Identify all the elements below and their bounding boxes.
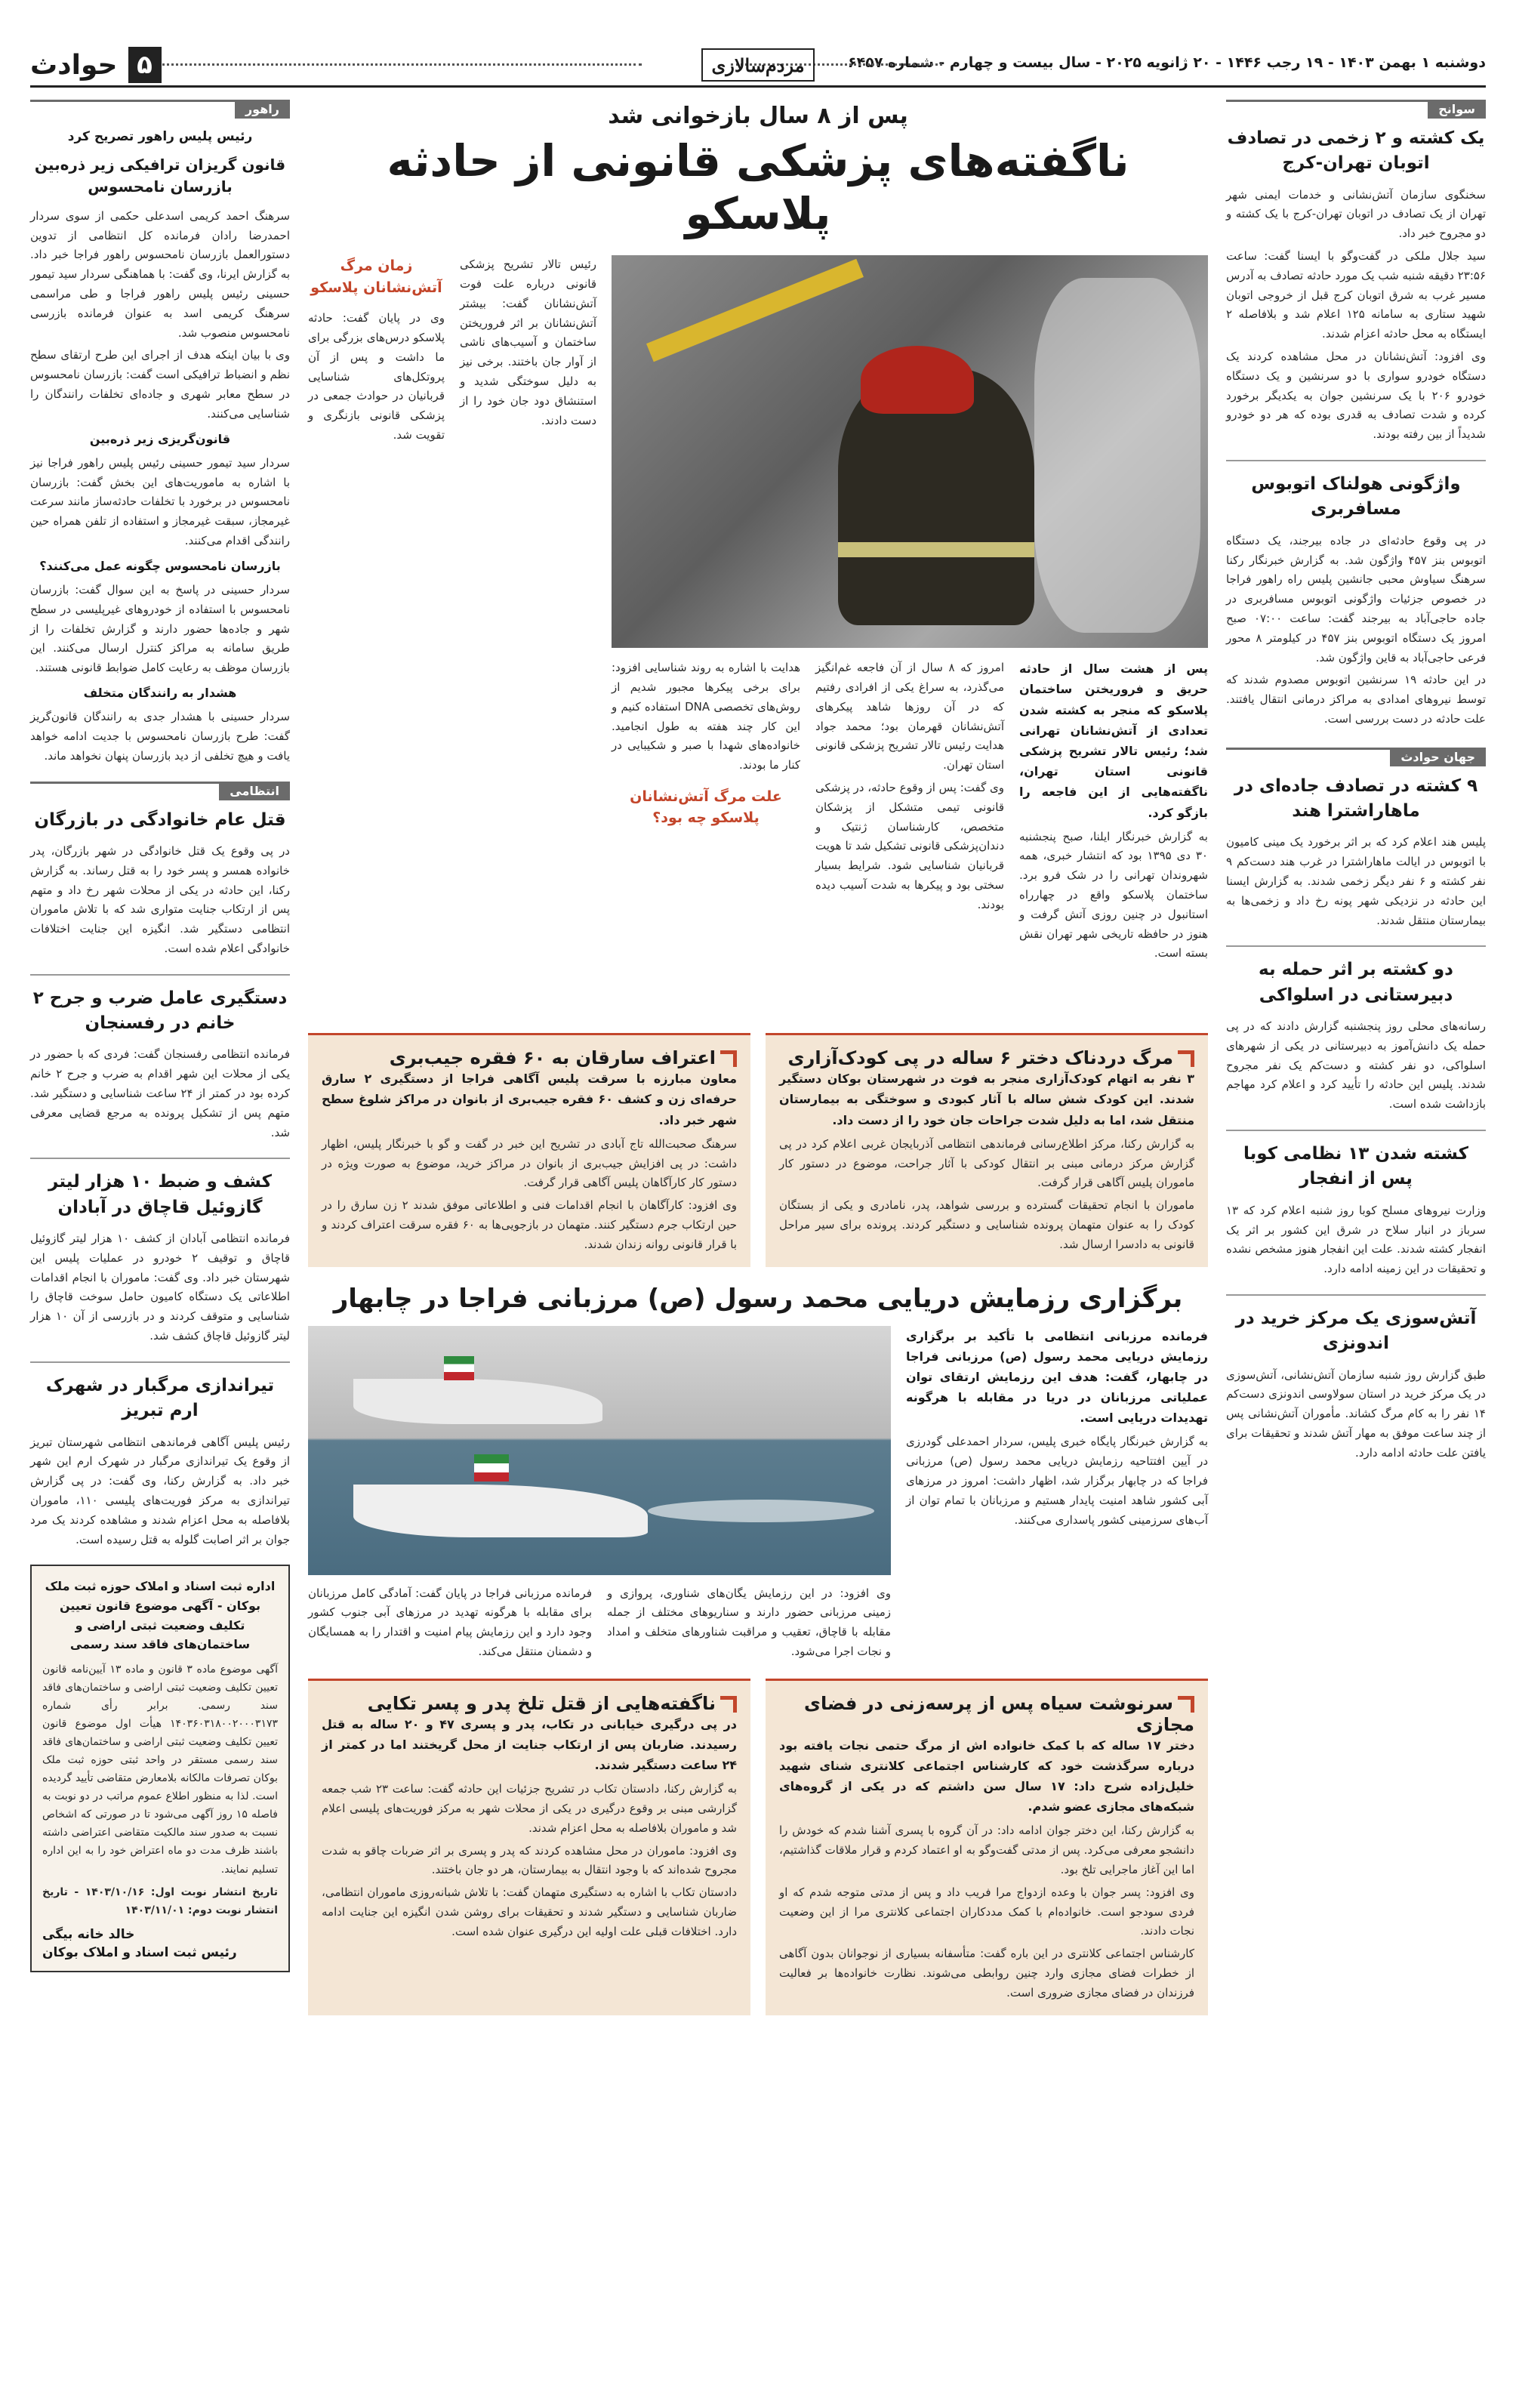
photo-ladder — [646, 259, 864, 362]
article-title — [779, 1047, 1194, 1068]
article-naval-exercise — [308, 1284, 1208, 1662]
lead-photo-firefighter — [612, 255, 1208, 648]
photo-reflective-stripe — [838, 542, 1034, 557]
article-india-crash — [1226, 774, 1486, 931]
article-title-text: مرگ دردناک دختر ۶ ساله در پی کودک‌آزاری — [787, 1047, 1173, 1069]
article-paragraph: دادستان تکاب با اشاره به دستگیری متهمان گفت: با تلاش شبانه‌روزی ماموران انتظامی، ضاربان شناسایی و دستگیر شدند و تحقیقات برای روشن شدن انگیزه این جنایت ادامه دارد. اختلافات قبلی علت اولیه این درگیری عنوان شده است. — [322, 1885, 737, 1938]
article-paragraph: سردار سید تیمور حسینی رئیس پلیس راهور فراجا نیز با اشاره به ماموریت‌های این بخش گفت: بازرسان نامحسوس در برخورد با تخلفات حادثه‌ساز مانند سرعت غیرمجاز، سبقت غیرمجاز و استفاده از تلفن همراه حین رانندگی اقدام می‌کنند. — [30, 455, 290, 548]
naval-exercise-body — [308, 1326, 1208, 1662]
text-column — [612, 658, 800, 964]
article-paragraph: به گزارش رکنا، مرکز اطلاع‌رسانی فرماندهی انتظامی آذربایجان غربی اعلام کرد در پی گزارش مرکز درمانی مبنی بر انتقال کودکی با آثار جراحت، موضوع در دستور کار ماموران پلیس آگاهی قرار گرفت. — [779, 1136, 1194, 1190]
article-indonesia-fire — [1226, 1306, 1486, 1463]
naval-text-columns — [308, 1584, 891, 1662]
article-title: واژگونی هولناک اتوبوس مسافربری — [1251, 474, 1461, 520]
article-title-text: ناگفته‌هایی از قتل تلخ پدر و پسر تکایی — [367, 1692, 716, 1714]
section-tag: جهان حوادث — [1390, 748, 1486, 766]
article-title: دو کشته بر اثر حمله به دبیرستانی در اسلواکی — [1259, 960, 1453, 1005]
lead-subheading: زمان مرگ آتش‌نشانان پلاسکو — [310, 257, 442, 296]
photo-boat-2 — [353, 1485, 648, 1537]
lead-text-columns — [612, 658, 1208, 964]
section-name: حوادث — [30, 49, 118, 81]
article-title: یک کشته و ۲ زخمی در تصادف اتوبان تهران-کرج — [1227, 128, 1485, 174]
article-title-text: اعتراف سارقان به ۶۰ فقره جیب‌بری — [389, 1047, 716, 1069]
article-paragraph: فرمانده انتظامی رفسنجان گفت: فردی که با حضور در یکی از محلات این شهر اقدام به ضرب و جرح ۲ خانم کرده بود در کمتر از ۲۴ ساعت شناسایی و دستگیر شد. متهم پس از تشکیل پرونده به مرجع قضایی معرفی شد. — [30, 1047, 290, 1139]
article-paragraph: رسانه‌های محلی روز پنجشنبه گزارش دادند که در پی حمله یک دانش‌آموز به دبیرستانی در یکی از شهرهای اسلواکی، دو نفر کشته و دست‌کم یک نفر مجروح شدند. پلیس این حادثه را تأیید کرد و اعلام کرد مهاجم بازداشت شده است. — [1226, 1019, 1486, 1112]
section-tag-row — [30, 100, 290, 119]
article-paragraph: وی افزود: در این رزمایش یگان‌های شناوری، پروازی و زمینی مرزبانی حضور دارند و سناریوهای مختلف از جمله مقابله با قاچاق، تعقیب و مراقبت شناورهای متخلف و امداد و نجات اجرا می‌شود. — [607, 1586, 891, 1658]
article-paragraph: در پی وقوع یک قتل خانوادگی در شهر بازرگان، پدر خانواده همسر و پسر خود را به قتل رساند. به گزارش رکنا، این حادثه در یکی از محلات شهر رخ داد و متهم پس از ارتکاب جنایت متواری شد که با تلاش ماموران انتظامی دستگیر شد. انگیزه این جنایت اختلافات خانوادگی اعلام شده است. — [30, 843, 290, 955]
bottom-boxed-row — [308, 1679, 1208, 2015]
masthead — [30, 47, 1486, 88]
naval-exercise-photo — [308, 1326, 891, 1575]
article-abadan-fuel — [30, 1170, 290, 1346]
divider — [30, 1158, 290, 1159]
article-paragraph: فرمانده انتظامی آبادان از کشف ۱۰ هزار لیتر گازوئیل قاچاق و توقیف ۲ خودرو در عملیات پلیس این شهرستان خبر داد. وی گفت: ماموران با انجام اقدامات اطلاعاتی یک دستگاه کامیون حامل سوخت قاچاق را شناسایی و متوقف کردند و در بازرسی از آن ۱۰ هزار لیتر گازوئیل قاچاق کشف شد. — [30, 1232, 290, 1343]
article-paragraph: وی افزود: کارآگاهان با انجام اقدامات فنی و اطلاعاتی موفق شدند ۲ زن سارق را در حین ارتکاب جرم دستگیر کنند. متهمان در بازجویی‌ها به ۶۰ فقره سرقت اعتراف کردند و با قرار قانونی روانه زندان شدند. — [322, 1198, 737, 1251]
article-paragraph: سردار حسینی در پاسخ به این سوال گفت: بازرسان نامحسوس با استفاده از خودروهای غیرپلیسی در سطح شهر و جاده‌ها حضور دارند و گزارش تخلفات را از طریق سامانه به مراکز کنترل ارسال می‌کنند. این بازرسان موظف به رعایت کامل ضوابط قانونی هستند. — [30, 583, 290, 675]
notice-signature-name: خالد خانه بیگی — [42, 1926, 135, 1942]
text-column — [460, 255, 596, 446]
section-tag-row — [1226, 748, 1486, 766]
text-column — [308, 1584, 592, 1662]
lead-kicker: پس از ۸ سال بازخوانی شد — [608, 103, 908, 129]
section-tag: راهور — [235, 100, 290, 119]
text-column — [906, 1326, 1208, 1662]
notice-body: آگهی موضوع ماده ۳ قانون و ماده ۱۳ آیین‌نامه قانون تعیین تکلیف وضعیت ثبتی اراضی و ساختمان‌های فاقد سند رسمی. برابر رأی شماره ۱۴۰۳۶۰۳۱۸۰۰۲۰۰۰۳۱۷۳ هیأت اول موضوع قانون تعیین تکلیف وضعیت ثبتی اراضی و ساختمان‌های فاقد سند رسمی مستقر در واحد ثبتی حوزه ثبت ملک بوکان تصرفات مالکانه بلامعارض متقاضی تأیید گردیده است. لذا به منظور اطلاع عموم مراتب در دو نوبت به فاصله ۱۵ روز آگهی می‌شود تا در صورتی که اشخاص نسبت به صدور سند مالکیت متقاضی اعتراضی داشته باشند ظرف مدت دو ماه اعتراض خود را به این اداره تسلیم نمایند. — [42, 1663, 278, 1876]
text-column — [308, 255, 445, 446]
article-bazargan-murder — [30, 808, 290, 959]
article-title-text: سرنوشت سیاه پس از پرسه‌زنی در فضای مجازی — [804, 1692, 1194, 1735]
notice-title: اداره ثبت اسناد و املاک حوزه ثبت ملک بوکان - آگهی موضوع قانون تعیین تکلیف وضعیت ثبتی اراضی و ساختمان‌های فاقد سند رسمی — [45, 1579, 276, 1652]
lead-story — [308, 255, 1208, 1018]
lead-headline: ناگفته‌های پزشکی قانونی از حادثه پلاسکو — [387, 135, 1129, 239]
lead-pull-quote: علت مرگ آتش‌نشانان پلاسکو چه بود؟ — [630, 788, 782, 827]
article-title: آتش‌سوزی یک مرکز خرید در اندونزی — [1235, 1308, 1477, 1354]
article-lede: در پی درگیری خیابانی در تکاب، پدر و پسری ۴۷ و ۲۰ ساله به قتل رسیدند. ضاربان پس از ارتکاب جنایت از محل گریختند اما در کمتر از ۲۴ ساعت دستگیر شدند. — [322, 1716, 737, 1773]
notice-dates: تاریخ انتشار نوبت اول: ۱۴۰۳/۱۰/۱۶ - تاریخ انتشار نوبت دوم: ۱۴۰۳/۱۱/۰۱ — [42, 1885, 278, 1916]
section-tag: سوانح — [1428, 100, 1486, 119]
lead-lede: پس از هشت سال از حادثه حریق و فروریختن ساختمان پلاسکو که منجر به کشته شدن تعدادی از آتش‌نشانان تهرانی شد؛ رئیس تالار تشریح پزشکی قانونی استان تهران، ناگفته‌هایی از این فاجعه را بازگو کرد. — [1019, 661, 1208, 820]
issue-date-line: دوشنبه ۱ بهمن ۱۴۰۳ - ۱۹ رجب ۱۴۴۶ - ۲۰ ژانویه ۲۰۲۵ - سال بیست و چهارم - شماره ۶۴۵۷ — [848, 54, 1486, 71]
notice-signature-title: رئیس ثبت اسناد و املاک بوکان — [42, 1944, 237, 1960]
article-paragraph: وی افزود: پسر جوان با وعده ازدواج مرا فریب داد و پس از مدتی متوجه شدم که او فردی سودجو است. خانواده‌ام با کمک مددکاران اجتماعی کلانتری مرا از این وضعیت نجات دادند. — [779, 1885, 1194, 1938]
lead-side-columns — [308, 255, 596, 446]
article-paragraph: فرمانده مرزبانی فراجا در پایان گفت: آمادگی کامل مرزبانان برای مقابله با هرگونه تهدید در مرزهای آبی جنوب کشور وجود دارد و این رزمایش پیام امنیت و اقتدار را به همسایگان و دشمنان منتقل می‌کند. — [308, 1586, 592, 1658]
article-traffic-inspectors — [30, 126, 290, 766]
article-title: برگزاری رزمایش دریایی محمد رسول (ص) مرزبانی فراجا در چابهار — [333, 1283, 1183, 1314]
article-kicker: رئیس پلیس راهور تصریح کرد — [67, 129, 253, 144]
article-paragraph: سرهنگ صحبت‌الله تاج آبادی در تشریح این خبر در گفت و گو با خبرنگار پلیس، اظهار داشت: در پی افزایش جیب‌بری از بانوان در مراکز خرید، موضوع به صورت ویژه در دستور کار کارآگاهان پلیس آگاهی قرار گرفت. — [322, 1136, 737, 1190]
legal-notice-box — [30, 1565, 290, 1972]
article-title: ۹ کشته در تصادف جاده‌ای در ماهاراشترا هند — [1234, 775, 1478, 822]
page-number: ۵ — [128, 47, 162, 83]
article-title — [779, 1693, 1194, 1735]
corner-mark-icon — [1178, 1696, 1194, 1713]
text-column — [815, 658, 1004, 964]
article-title: دستگیری عامل ضرب و جرح ۲ خانم در رفسنجان — [32, 988, 288, 1034]
article-paragraph: در این حادثه ۱۹ سرنشین اتوبوس مصدوم شدند که توسط نیروهای امدادی به مراکز درمانی انتقال یافتند. علت حادثه در دست بررسی است. — [1226, 673, 1486, 726]
article-lede: فرمانده مرزبانی انتظامی با تأکید بر برگزاری رزمایش دریایی محمد رسول (ص) مرزبانی فراجا در چابهار، گفت: هدف این رزمایش ارتقای توان عملیاتی مرزبانان در دریا در مقابله با هرگونه تهدیدات دریایی است. — [906, 1328, 1208, 1426]
photo-flag-2 — [474, 1454, 509, 1481]
article-takab-murder — [308, 1679, 750, 2015]
article-paragraph: پلیس هند اعلام کرد که بر اثر برخورد یک مینی کامیون با اتوبوس در ایالت ماهاراشترا در غرب هند دست‌کم ۹ نفر کشته و ۶ نفر دیگر زخمی شدند. به گزارش ایسنا این حادثه در نزدیکی شهر پونه رخ داد و زخمی‌ها به بیمارستان منتقل شدند. — [1226, 835, 1486, 927]
article-paragraph: رئیس تالار تشریح پزشکی قانونی درباره علت فوت آتش‌نشانان گفت: بیشتر آتش‌نشانان بر اثر فروریختن ساختمان و آسیب‌های ناشی از آوار جان باختند. برخی نیز به دلیل سوختگی شدید و استنشاق دود جان خود را از دست دادند. — [460, 257, 596, 427]
article-paragraph: ماموران با انجام تحقیقات گسترده و بررسی شواهد، پدر، نامادری و یکی از بستگان کودک را به عنوان متهمان پرونده شناسایی و دستگیر کردند. پرونده برای سیر مراحل قانونی به دادسرا ارسال شد. — [779, 1198, 1194, 1251]
corner-mark-icon — [720, 1050, 737, 1067]
lead-photo-text — [612, 255, 1208, 1018]
article-rafsanjan-arrest — [30, 986, 290, 1143]
article-title: کشته شدن ۱۳ نظامی کوبا پس از انفجار — [1243, 1144, 1469, 1189]
article-slovakia-school — [1226, 957, 1486, 1115]
article-paragraph: به گزارش رکنا، این دختر جوان ادامه داد: در آن گروه با پسری آشنا شدم که خودش را دانشجو معرفی می‌کرد. پس از مدتی گفت‌وگو به او اعتماد کردم و قرار ملاقات گذاشتیم، اما این آغاز ماجرایی تلخ بود. — [779, 1824, 1194, 1877]
photo-wake — [648, 1500, 874, 1522]
article-lede: معاون مبارزه با سرقت پلیس آگاهی فراجا از دستگیری ۲ سارق حرفه‌ای زن و کشف ۶۰ فقره جیب‌بری از بانوان در مراکز شلوغ سطح شهر خبر داد. — [322, 1071, 738, 1127]
article-tehran-karaj-crash — [1226, 126, 1486, 445]
article-cuba-explosion — [1226, 1142, 1486, 1279]
photo-flag-1 — [444, 1356, 474, 1380]
divider — [30, 1361, 290, 1363]
article-paragraph: وی افزود: ماموران در محل مشاهده کردند که پدر و پسری بر اثر ضربات چاقو به شدت مجروح شده‌اند که با وجود انتقال به بیمارستان، هر دو جان باختند. — [322, 1843, 737, 1877]
text-column — [607, 1584, 891, 1662]
article-child-abuse — [766, 1033, 1208, 1266]
article-paragraph: به گزارش خبرنگار ایلنا، صبح پنجشنبه ۳۰ دی ۱۳۹۵ بود که انتشار خبری، همه شهروندان تهرانی را در شک فرو برد. ساختمان پلاسکو واقع در چهارراه استانبول در چنین روزی آتش گرفت و هنوز در حافظه تاریخی شهر تهران نقش بسته است. — [1019, 829, 1208, 960]
article-paragraph: سرهنگ احمد کریمی اسدعلی حکمی از سوی سردار احمدرضا رادان فرمانده کل انتظامی از تدوین دستورالعمل بازرسان نامحسوس راهور فراجا خبر داد. به گزارش ایرنا، وی گفت: با هماهنگی سردار سید تیمور حسینی رئیس پلیس راهور فراجا و طی مراسمی سرهنگ کریمی اسد به عنوان فرمانده بازرسی نامحسوس منصوب شد. — [30, 208, 290, 340]
article-paragraph: طبق گزارش روز شنبه سازمان آتش‌نشانی، آتش‌سوزی در یک مرکز خرید در استان سولاوسی اندونزی دست‌کم ۱۴ نفر را به کام مرگ کشاند. مأموران آتش‌نشانی پس از چند ساعت موفق به مهار آتش شدند و تحقیقات برای یافتن علت حادثه ادامه دارد. — [1226, 1367, 1486, 1460]
article-paragraph: وزارت نیروهای مسلح کوبا روز شنبه اعلام کرد که ۱۳ سرباز در انبار سلاح در شرق این کشور بر اثر یک انفجار کشته شدند. علت این انفجار هنوز مشخص نشده و تحقیقات در این زمینه ادامه دارد. — [1226, 1203, 1486, 1276]
article-subheading: قانون‌گریزی زیر ذره‌بین — [89, 431, 231, 446]
article-subheading: هشدار به رانندگان متخلف — [83, 686, 237, 700]
divider — [1226, 1294, 1486, 1296]
article-paragraph: سید جلال ملکی در گفت‌وگو با ایسنا گفت: ساعت ۲۳:۵۶ دقیقه شنبه شب یک مورد حادثه تصادف به آدرس مسیر غرب به شرق اتوبان کرج قبل از خروجی اتوبان شهید ستاری به سامانه ۱۲۵ اعلام شد و بلافاصله ۲ ایستگاه به محل حادثه اعزام شدند. — [1226, 249, 1486, 341]
article-lede: ۳ نفر به اتهام کودک‌آزاری منجر به فوت در شهرستان بوکان دستگیر شدند. این کودک شش ساله با آثار کبودی و سوختگی به بیمارستان منتقل شد، اما به دلیل شدت جراحات جان خود را از دست داد. — [779, 1071, 1194, 1127]
boxed-stories-row — [308, 1033, 1208, 1266]
article-paragraph: رئیس پلیس آگاهی فرماندهی انتظامی شهرستان تبریز از وقوع یک تیراندازی مرگبار در شهرک ارم این شهر خبر داد. به گزارش رکنا، وی گفت: در پی گزارش تیراندازی به مرکز فوریت‌های پلیسی ۱۱۰، ماموران بلافاصله به محل اعزام شدند و مشاهده کردند یک مرد جوان بر اثر اصابت گلوله به قتل رسیده است. — [30, 1435, 290, 1546]
article-title: کشف و ضبط ۱۰ هزار لیتر گازوئیل قاچاق در آبادان — [48, 1172, 272, 1217]
section-tag: انتظامی — [219, 782, 290, 800]
photo-smoke — [1034, 278, 1200, 633]
right-column — [1226, 100, 1486, 1478]
article-paragraph: کارشناس اجتماعی کلانتری در این باره گفت: متأسفانه بسیاری از نوجوانان بدون آگاهی از خطرات فضای مجازی وارد چنین روابطی می‌شوند. نظارت خانواده‌ها بر فعالیت فرزندان در فضای مجازی ضروری است. — [779, 1947, 1194, 1999]
article-paragraph: امروز که ۸ سال از آن فاجعه غم‌انگیز می‌گذرد، به سراغ یکی از افرادی رفتیم که در آن روزها شاهد پیکرهای آتش‌نشانان قهرمان بود؛ محمد جواد هدایت رئیس تالار تشریح پزشکی قانونی استان تهران. — [815, 661, 1004, 772]
article-paragraph: به گزارش رکنا، دادستان تکاب در تشریح جزئیات این حادثه گفت: ساعت ۲۳ شب جمعه گزارشی مبنی بر وقوع درگیری در یکی از محلات شهر به مرکز فوریت‌های پلیسی اعلام شد و ماموران بلافاصله به محل اعزام شدند. — [322, 1782, 738, 1835]
corner-mark-icon — [720, 1696, 737, 1713]
left-column — [30, 100, 290, 1972]
article-paragraph: به گزارش خبرنگار پایگاه خبری پلیس، سردار احمدعلی گودرزی در آیین افتتاحیه رزمایش دریایی محمد رسول (ص) مرزبانی فراجا که در چابهار برگزار شد، اظهار داشت: امروز در مرزهای آبی کشور شاهد امنیت پایدار هستیم و مرزبانان با تمام توان از آب‌های سرزمینی کشور پاسداری می‌کنند. — [906, 1435, 1208, 1527]
article-title — [322, 1693, 737, 1714]
divider — [1226, 945, 1486, 947]
divider — [1226, 1130, 1486, 1131]
article-subheading: بازرسان نامحسوس چگونه عمل می‌کنند؟ — [39, 558, 281, 573]
naval-photo-and-text — [308, 1326, 891, 1662]
masthead-divider — [143, 63, 642, 66]
divider — [30, 974, 290, 976]
article-tabriz-shooting — [30, 1374, 290, 1549]
article-pickpockets — [308, 1033, 750, 1266]
text-column — [1019, 658, 1208, 964]
section-tag-row — [30, 782, 290, 800]
article-paragraph: هدایت با اشاره به روند شناسایی افزود: برای برخی پیکرها مجبور شدیم از روش‌های تخصصی DNA استفاده کنیم و این کار چند هفته به طول انجامید. خانواده‌های شهدا با صبر و شکیبایی در کنار ما بودند. — [612, 661, 801, 772]
article-paragraph: سردار حسینی با هشدار جدی به رانندگان قانون‌گریز گفت: طرح بازرسان نامحسوس با جدیت ادامه خواهد یافت و هیچ تخلفی از دید بازرسان پنهان نخواهد ماند. — [30, 710, 290, 763]
article-cyber-fate — [766, 1679, 1208, 2015]
article-paragraph: در پی وقوع حادثه‌ای در جاده بیرجند، یک دستگاه اتوبوس بنز ۴۵۷ واژگون شد. به گزارش خبرنگار رکنا سرهنگ سیاوش محبی جانشین پلیس راه راهور فراجا در خصوص جزئیات واژگونی اتوبوس مسافربری در جاده حاجی‌آباد به بیرجند گفت: ساعت ۰۷:۰۰ صبح امروز یک دستگاه اتوبوس بنز ۴۵۷ در کیلومتر ۸ محور فرعی حاجی‌آباد به قاین واژگون شد. — [1226, 533, 1486, 664]
newspaper-logo: مردم‌سالاری — [701, 48, 815, 82]
article-paragraph: سخنگوی سازمان آتش‌نشانی و خدمات ایمنی شهر تهران از یک تصادف در اتوبان تهران-کرج با یک کشته و دو مجروح خبر داد. — [1226, 187, 1486, 241]
divider — [1226, 460, 1486, 461]
article-paragraph: وی گفت: پس از وقوع حادثه، در پزشکی قانونی تیمی متشکل از پزشکان متخصص، کارشناسان ژنتیک و دندان‌پزشکی قانونی تشکیل شد تا هویت قربانیان شناسایی شود. شرایط بسیار سختی بود و پیکرها به شدت آسیب دیده بودند. — [815, 780, 1004, 911]
section-tag-row — [1226, 100, 1486, 119]
article-title — [322, 1047, 737, 1068]
article-lede: دختر ۱۷ ساله که با کمک خانواده اش از مرگ حتمی نجات یافته بود درباره سرگذشت خود که کارشناس اجتماعی کلانتری شنای شهید خلیل‌زاده شرح داد: ۱۷ سال سن داشتم که در یکی از گروه‌های شبکه‌های مجازی عضو شدم. — [779, 1737, 1195, 1814]
lead-side-text — [308, 255, 596, 1018]
corner-mark-icon — [1178, 1050, 1194, 1067]
article-paragraph: وی افزود: آتش‌نشانان در محل مشاهده کردند یک دستگاه خودرو سواری با دو سرنشین و یک دستگاه خودرو ۲۰۶ با یک سرنشین جوان به یکدیگر برخورد کرده و شدت تصادف به قدری بوده که هر دو خودرو شدیداً از بین رفته بودند. — [1226, 350, 1486, 442]
center-column — [308, 100, 1208, 2015]
photo-boat-1 — [353, 1379, 602, 1424]
article-title: قانون گریزان ترافیکی زیر ذره‌بین بازرسان نامحسوس — [34, 155, 286, 196]
article-title: تیراندازی مرگبار در شهرک ارم تبریز — [45, 1375, 275, 1421]
article-paragraph: وی در پایان گفت: حادثه پلاسکو درس‌های بزرگی برای ما داشت و پس از آن پروتکل‌های شناسایی قربانیان در حوادث جمعی در پزشکی قانونی بازنگری و تقویت شد. — [308, 311, 445, 442]
article-title: قتل عام خانوادگی در بازرگان — [34, 809, 286, 830]
photo-helmet — [861, 346, 974, 414]
article-bus-overturn — [1226, 472, 1486, 729]
section-title — [30, 47, 162, 83]
article-paragraph: وی با بیان اینکه هدف از اجرای این طرح ارتقای سطح نظم و انضباط ترافیکی است گفت: بازرسان نامحسوس در سطح معابر شهری و جاده‌ای تخلفات رانندگان را شناسایی می‌کنند. — [30, 348, 290, 421]
